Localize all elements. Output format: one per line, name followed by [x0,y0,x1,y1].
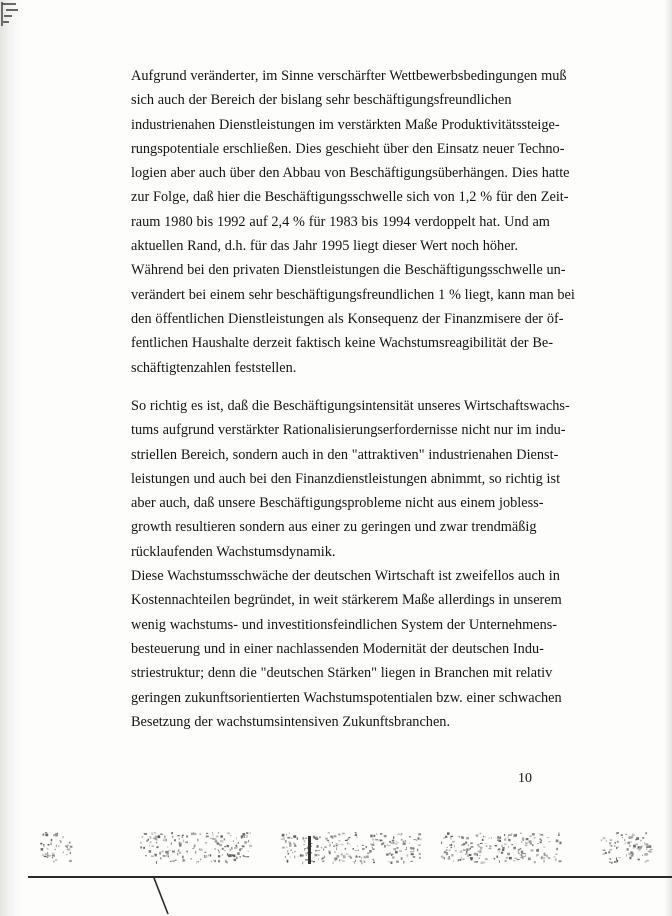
text-line: schäftigtenzahlen feststellen. [131,359,297,376]
text-line: fentlichen Haushalte derzeit faktisch keine Wachstumsreagibilität der Be- [131,335,553,352]
text-line: Während bei den privaten Dienstleistungen die Beschäftigungsschwelle un- [131,262,566,279]
text-line: logien aber auch über den Abbau von Beschäftigungsüberhängen. Dies hatte [131,165,570,182]
text-line: striellen Bereich, sondern auch in den "attraktiven" industrienahen Dienst- [131,446,559,463]
text-line: den öffentlichen Dienstleistungen als Konsequenz der Finanzmisere der öf- [131,310,564,327]
text-line: Kostennachteilen begründet, in weit stärkerem Maße allerdings in unserem [131,592,562,609]
paragraph-growth-dynamics [131,394,570,734]
text-line: verändert bei einem sehr beschäftigungsfreundlichen 1 % liegt, kann man bei [131,286,575,303]
text-line: leistungen und auch bei den Finanzdienstleistungen abnimmt, so richtig ist [131,470,561,487]
text-line: geringen zukunftsorientierten Wachstumspotentialen bzw. einer schwachen [131,689,562,706]
scan-shadow-left [0,0,22,916]
text-line: aktuellen Rand, d.h. für das Jahr 1995 liegt dieser Wert noch höher. [131,238,519,255]
text-line: Aufgrund veränderter, im Sinne verschärfter Wettbewerbsbedingungen muß [131,68,567,84]
scan-shadow-right [664,0,672,916]
scan-edge-mark [152,878,172,916]
text-line: growth resultieren sondern aus einer zu geringen und zwar trendmäßig [131,519,537,536]
text-line: sich auch der Bereich der bislang sehr beschäftigungsfreundlichen [131,92,512,109]
text-line: striestruktur; denn die "deutschen Stärken" liegen in Branchen mit relativ [131,665,553,682]
text-line: besteuerung und in einer nachlassenden Modernität der deutschen Indu- [131,640,544,657]
text-line: aber auch, daß unsere Beschäftigungsprobleme nicht aus einem jobless- [131,495,544,512]
page-number: 10 [518,771,532,786]
scan-noise-band [0,818,672,878]
text-line: So richtig es ist, daß die Beschäftigungsintensität unseres Wirtschaftswachs- [131,398,570,414]
text-line: zur Folge, daß hier die Beschäftigungsschwelle sich von 1,2 % für den Zeit- [131,189,569,206]
text-line: tums aufgrund verstärkter Rationalisierungserfordernisse nicht nur im indu- [131,422,566,439]
text-line: wenig wachstums- und investitionsfeindlichen System der Unternehmens- [131,616,558,633]
text-line: Diese Wachstumsschwäche der deutschen Wirtschaft ist zweifellos auch in [131,568,560,585]
text-line: rücklaufenden Wachstumsdynamik. [131,543,336,560]
scan-bottom-edge [28,876,672,878]
text-line: rungspotentiale erschließen. Dies geschieht über den Einsatz neuer Techno- [131,140,565,157]
text-line: Besetzung der wachstumsintensiven Zukunftsbranchen. [131,713,451,730]
text-line: industrienahen Dienstleistungen im verstärkten Maße Produktivitätssteige- [131,116,560,133]
corner-scan-mark [0,0,22,34]
paragraph-industry-services [131,64,575,380]
text-line: raum 1980 bis 1992 auf 2,4 % für 1983 bis 1994 verdoppelt hat. Und am [131,213,550,230]
